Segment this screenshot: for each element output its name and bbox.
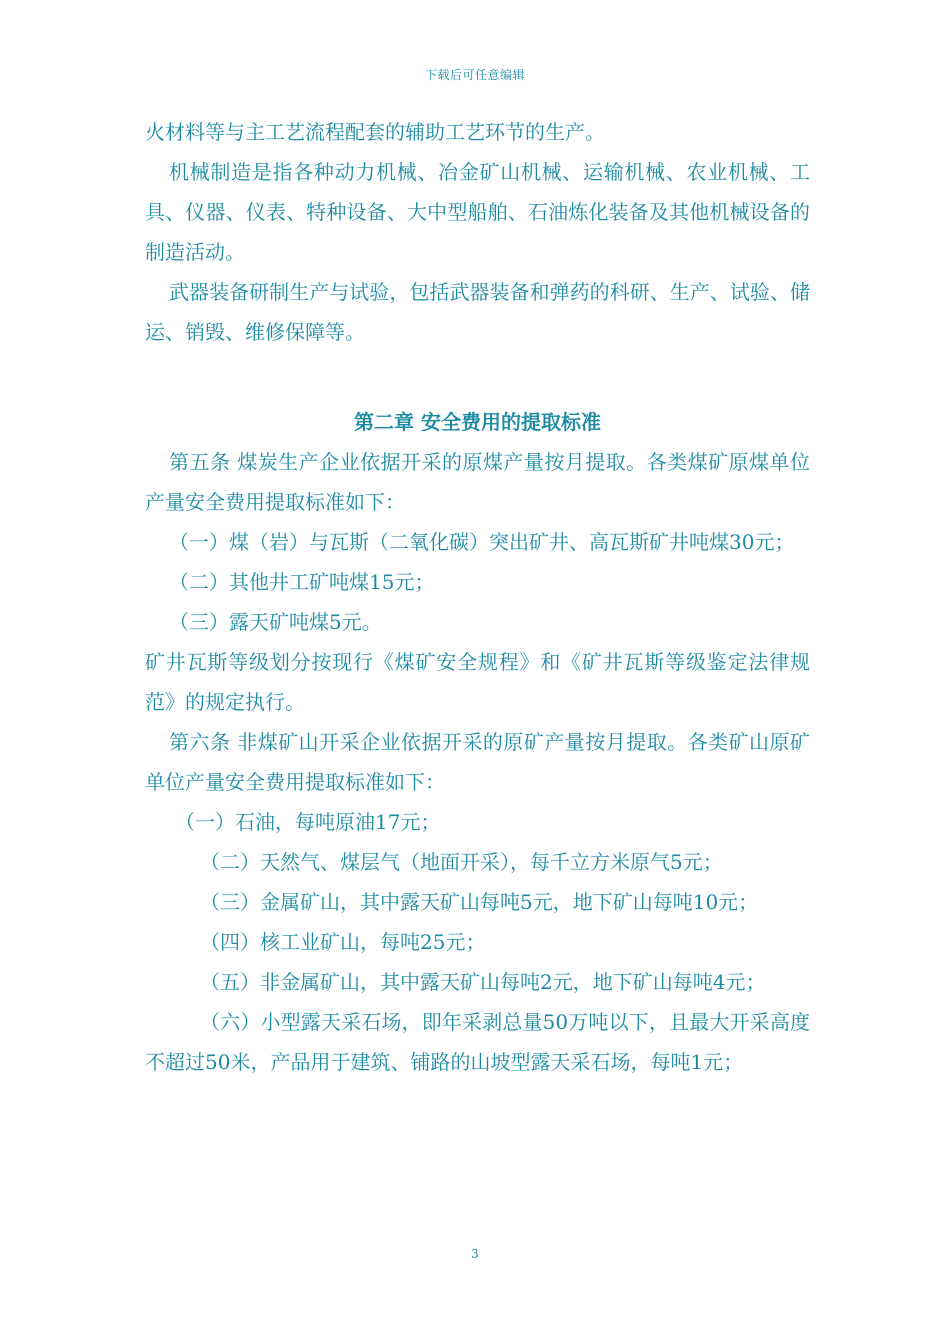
page-number: 3	[471, 1247, 479, 1261]
article-6-item-3: （三）金属矿山，其中露天矿山每吨5元，地下矿山每吨10元；	[200, 890, 759, 914]
paragraph-auxiliary-processes: 火材料等与主工艺流程配套的辅助工艺环节的生产。	[145, 120, 605, 144]
article-5-item-2: （二）其他井工矿吨煤15元；	[169, 570, 435, 594]
article-6-item-2: （二）天然气、煤层气（地面开采），每千立方米原气5元；	[200, 850, 723, 874]
article-6-item-1: （一）石油，每吨原油17元；	[175, 810, 441, 834]
page-header: 下载后可任意编辑	[424, 68, 525, 82]
chapter-title: 第二章 安全费用的提取标准	[354, 410, 601, 434]
article-6-item-4: （四）核工业矿山，每吨25元；	[200, 930, 486, 954]
article-5-item-1: （一）煤（岩）与瓦斯（二氧化碳）突出矿井、高瓦斯矿井吨煤30元；	[169, 530, 795, 554]
article-6: 第六条 非煤矿山开采企业依据开采的原矿产量按月提取。各类矿山原矿单位产量安全费用提取标准如下：	[145, 730, 810, 794]
section-spacer	[145, 352, 810, 402]
paragraph-weapons-equipment: 武器装备研制生产与试验，包括武器装备和弹药的科研、生产、试验、储运、销毁、维修保障等。	[145, 280, 810, 344]
paragraph-machinery-manufacturing: 机械制造是指各种动力机械、冶金矿山机械、运输机械、农业机械、工具、仪器、仪表、特种设备、大中型船舶、石油炼化装备及其他机械设备的制造活动。	[145, 160, 810, 264]
article-6-item-5: （五）非金属矿山，其中露天矿山每吨2元，地下矿山每吨4元；	[200, 970, 766, 994]
document-body	[145, 112, 810, 1082]
article-6-item-6: （六）小型露天采石场，即年采剥总量50万吨以下，且最大开采高度不超过50米，产品用于建筑、铺路的山坡型露天采石场，每吨1元；	[145, 1010, 810, 1074]
article-5-item-3: （三）露天矿吨煤5元。	[169, 610, 382, 634]
article-5: 第五条 煤炭生产企业依据开采的原煤产量按月提取。各类煤矿原煤单位产量安全费用提取标准如下：	[145, 450, 810, 514]
gas-classification-note: 矿井瓦斯等级划分按现行《煤矿安全规程》和《矿井瓦斯等级鉴定法律规范》的规定执行。	[145, 650, 810, 714]
